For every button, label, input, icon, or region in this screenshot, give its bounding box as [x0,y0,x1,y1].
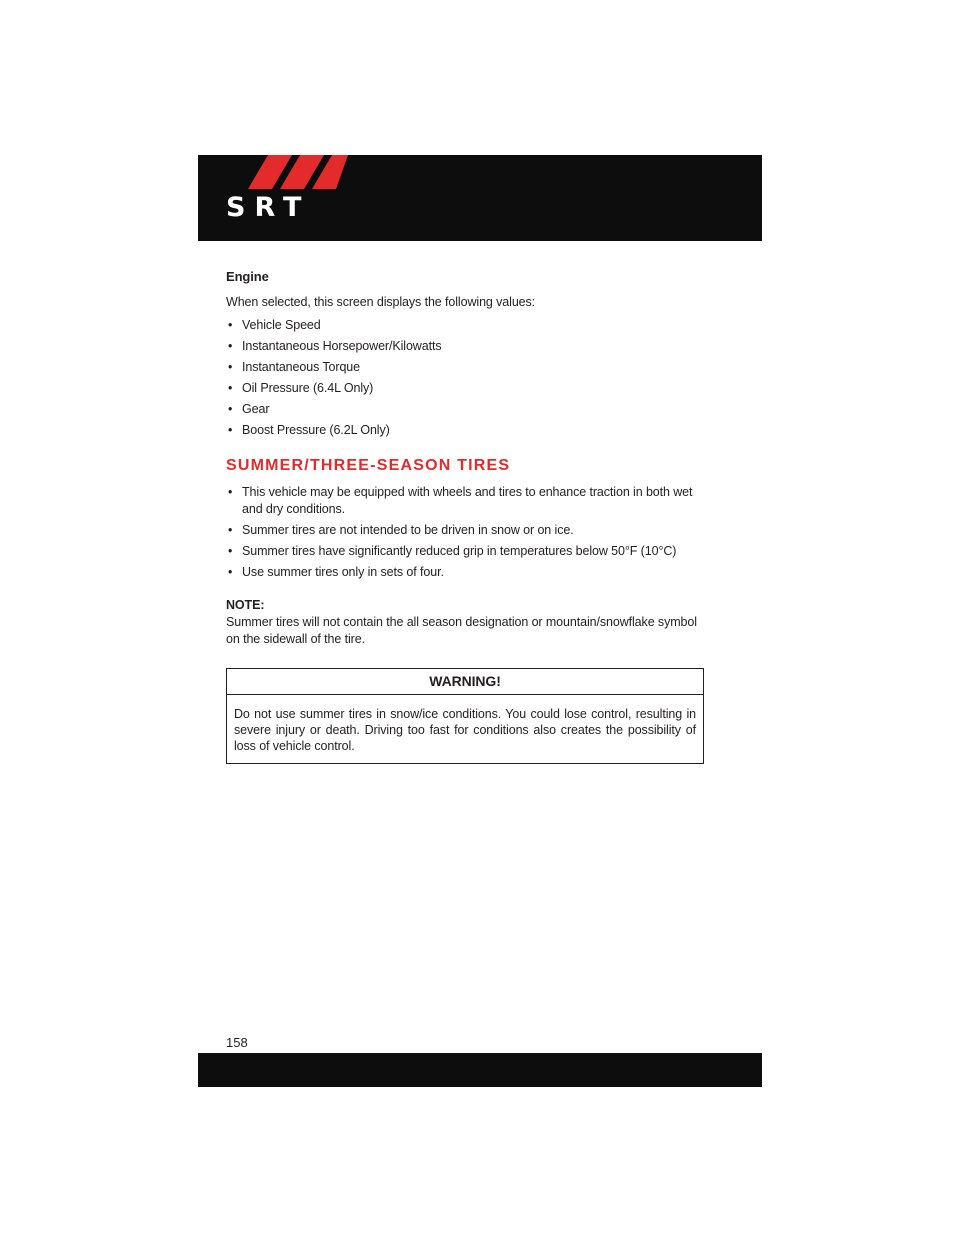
list-item: • Instantaneous Torque [226,359,706,376]
engine-heading: Engine [226,269,269,284]
list-item: • Use summer tires only in sets of four. [226,564,706,581]
brand-stripes-icon [248,155,348,189]
summer-tires-heading: SUMMER/THREE-SEASON TIRES [226,457,511,474]
list-item: • This vehicle may be equipped with wheels and tires to enhance traction in both wet and dry conditions. [226,484,706,518]
page-number: 158 [226,1035,248,1050]
list-item: • Gear [226,401,706,418]
list-item: • Summer tires have significantly reduced grip in temperatures below 50°F (10°C) [226,543,706,560]
page-content [226,268,706,764]
brand-logo-text: SRT [226,192,311,223]
engine-intro: When selected, this screen displays the following values: [226,295,536,309]
footer-band [198,1053,762,1087]
note-text: Summer tires will not contain the all season designation or mountain/snowflake symbol on the sidewall of the tire. [226,615,697,646]
list-item: • Oil Pressure (6.4L Only) [226,380,706,397]
list-item: • Boost Pressure (6.2L Only) [226,422,706,439]
list-item: • Summer tires are not intended to be driven in snow or on ice. [226,522,706,539]
summer-tires-list [226,484,706,581]
list-item: • Instantaneous Horsepower/Kilowatts [226,338,706,355]
warning-box [226,668,704,764]
header-band [198,155,762,241]
note-label: NOTE: [226,598,265,612]
list-item: • Vehicle Speed [226,317,706,334]
warning-text: Do not use summer tires in snow/ice conditions. You could lose control, resulting in severe injury or death. Driving too fast for conditions also creates the possibility of loss of vehicle control. [234,707,696,753]
warning-title: WARNING! [227,669,703,695]
engine-values-list [226,317,706,439]
